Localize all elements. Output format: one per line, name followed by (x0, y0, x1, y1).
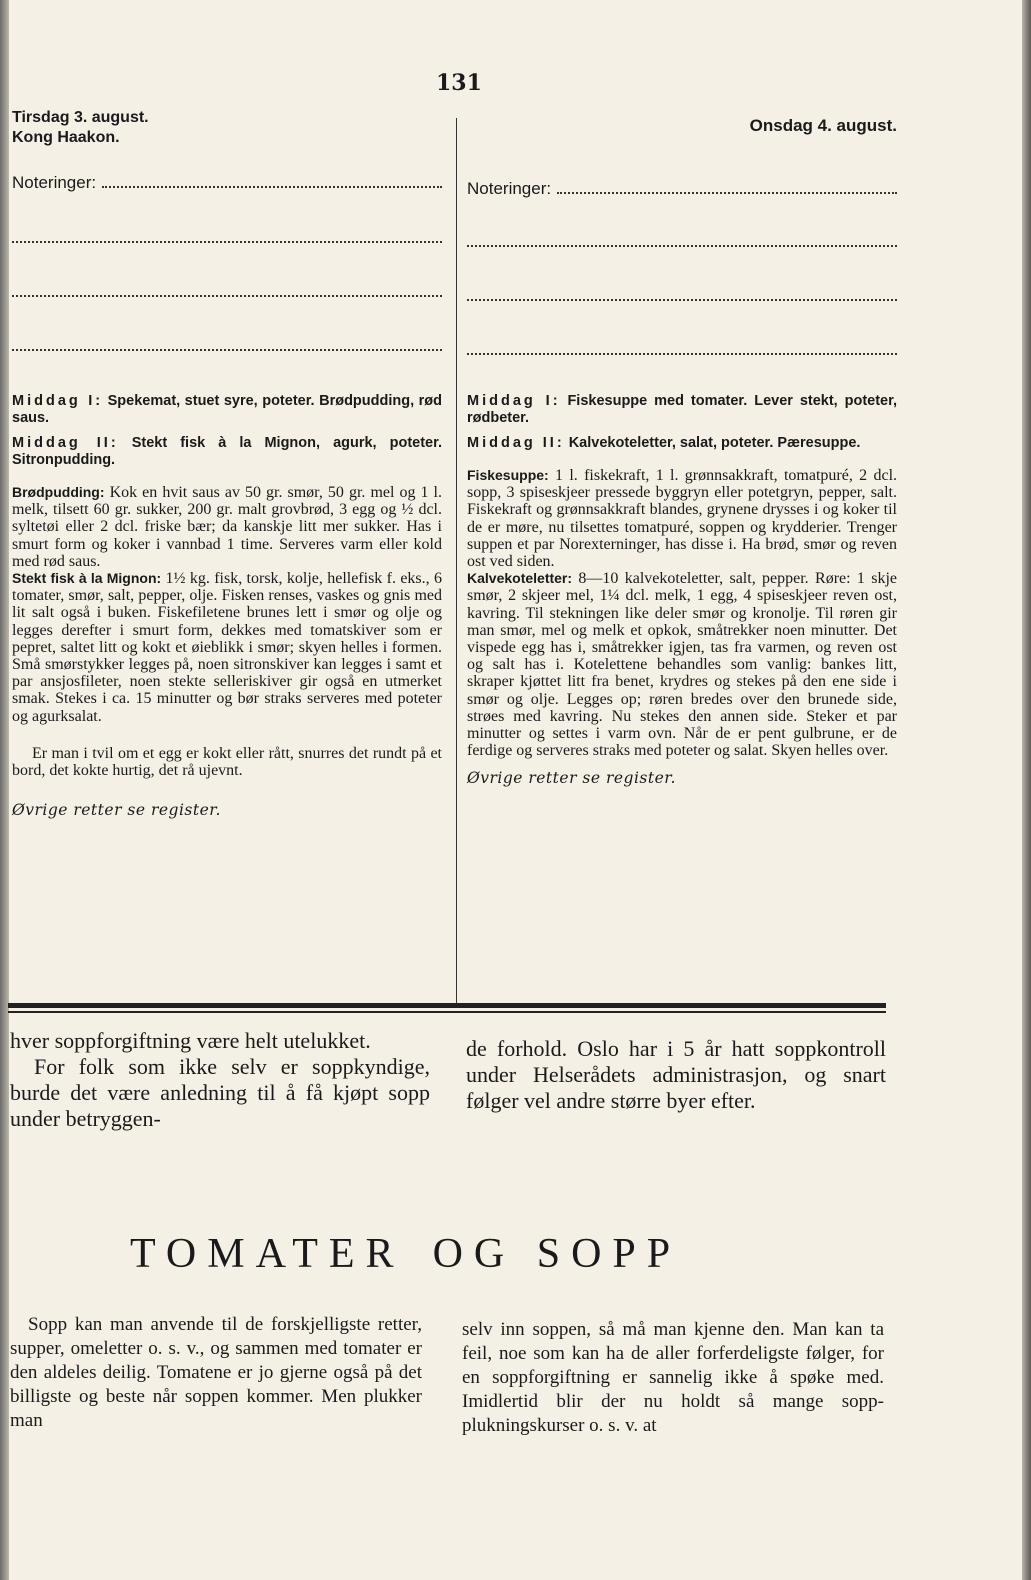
article-top-right (466, 1036, 886, 1114)
left-dinner-1 (12, 393, 442, 427)
article-top-left (10, 1028, 430, 1132)
right-footer-note: Øvrige retter se register. (467, 769, 676, 788)
right-recipe-2-lead: Kalvekoteletter: (467, 570, 573, 587)
right-notes-row (467, 179, 897, 199)
right-recipe-2 (467, 570, 897, 759)
left-recipe-1-text: Kok en hvit saus av 50 gr. smør, 50 gr. mel og 1 l. melk, tilsett 60 gr. sukker, 200 gr. malt grovbrød, 3 egg og ½ dcl. syltetøi eller 2 dcl. friske bær; da kanskje litt mer sukker. Has i smurt form og koker i vannbad 1 time. Serveres varm eller kold med rød saus. (12, 484, 443, 570)
left-recipe-2-lead: Stekt fisk à la Mignon: (12, 570, 162, 587)
left-recipe-2-text: 1½ kg. fisk, torsk, kolje, hellefisk f. eks., 6 tomater, smør, salt, pepper, olje. Fisken renses, vaskes og gnis med lit salt også i buken. Fiskefiletene brunes lett i smør og olje og legges derefter i smurt form, dekkes med tomatskiver som er pepret, saltet litt og kokt et øieblikk i smør; skyen helles i formen. Små smørstykker legges på, noen sitronskiver kan legges i samt et par ansjosfileter, noen stekte selleriskiver gir også en utmerket smak. Stekes i ca. 15 minutter og bør straks serveres med poteter og agurksalat. (12, 570, 442, 725)
left-notes-line-3[interactable] (12, 295, 442, 297)
article-bottom-right-text: selv inn soppen, så må man kjenne den. Man kan ta feil, noe som kan ha de aller forferdeligste følger, for en soppforgiftning er sannelig ikke å spøke med. Imidlertid blir der nu holdt så mange sopp-plukningskurser o. s. v. at (462, 1319, 884, 1436)
right-day-column (467, 116, 897, 787)
page-edge-left (0, 0, 9, 1580)
right-day-title: Onsdag 4. august. (749, 116, 897, 135)
section-rule-thick (8, 1003, 886, 1008)
article-top-left-p2: For folk som ikke selv er soppkyndige, burde det være anledning til å få kjøpt sopp under betryggen- (10, 1054, 430, 1131)
article-heading (130, 1230, 681, 1278)
page-edge-right (1022, 0, 1031, 1580)
article-top-right-p1: de forhold. Oslo har i 5 år hatt soppkontroll under Helserådets administrasjon, og snart følger vel andre større byer efter. (466, 1036, 886, 1113)
left-dinner-2-lead: Middag II: (12, 435, 119, 451)
left-recipe-2 (12, 570, 442, 725)
right-recipe-2-text: 8—10 kalvekoteletter, salt, pepper. Røre: 1 skje smør, 2 skjeer mel, 1¼ dcl. melk, 1 egg, 4 spiseskjeer reven ost, kavring. Til stekningen like deler smør og kronolje. Til røren gir man smør, mel og melk et opkok, småtrekker noen minutter. Det vispede egg has i, småtrekker igjen, tas fra varmen, og reven ost og salt has i. Kotelettene behandles som vanlig: bankes litt, skraper kjøttet litt fra benet, krydres og stekes på den ene side i smør og olje. Legges op; røren bredes over den brunede side, strøes med kavring. Nu stekes den annen side. Steker et par minutter og settes i varm ovn. Når de er pent gulbrune, er de ferdige og serveres straks med poteter og salat. Skyen helles over. (467, 570, 898, 760)
right-dinner-2 (467, 435, 897, 452)
left-day-title-line1: Tirsdag 3. august. (12, 109, 149, 126)
left-tip-text: Er man i tvil om et egg er kokt eller rått, snurres det rundt på et bord, det kokte hurtig, det rå ujevnt. (12, 744, 442, 780)
left-day-title (12, 108, 442, 148)
page-number: 131 (436, 70, 482, 96)
right-dinner-2-lead: Middag II: (467, 435, 565, 451)
left-day-title-line2: Kong Haakon. (12, 129, 120, 146)
left-dinner-1-text: Spekemat, stuet syre, poteter. Brødpudding, rød saus. (12, 393, 442, 426)
left-notes-label: Noteringer: (12, 173, 97, 192)
right-recipe-1-lead: Fiskesuppe: (467, 467, 549, 483)
right-notes-input-line[interactable] (557, 192, 897, 194)
left-dinner-2-text: Stekt fisk à la Mignon, agurk, poteter. Sitronpudding. (12, 435, 442, 468)
right-notes-label: Noteringer: (467, 179, 552, 198)
article-heading-word2: OG SOPP (432, 1231, 682, 1277)
column-divider (456, 118, 457, 1008)
right-recipe-1-text: 1 l. fiskekraft, 1 l. grønnsakkraft, tomatpuré, 2 dcl. sopp, 3 spiseskjeer pressede byggryn eller potetgryn, pepper, salt. Fiskekraft og grønnsakkraft blandes, grynene drysses i og koker til de er møre, nu tilsettes tomatpuré, soppen og krydderier. Trenger suppen et par Norexterninger, has disse i. Ha brød, smør og reven ost ved siden. (467, 467, 898, 571)
right-recipe-1 (467, 467, 897, 570)
article-bottom-right (462, 1318, 884, 1438)
left-footer-note: Øvrige retter se register. (12, 801, 221, 820)
section-rule-thin (8, 1011, 886, 1013)
left-dinner-1-lead: Middag I: (12, 393, 104, 409)
right-notes-line-4[interactable] (467, 353, 897, 355)
left-notes-input-line[interactable] (102, 186, 442, 188)
left-notes-block (12, 173, 442, 351)
article-bottom-left-text: Sopp kan man anvende til de forskjelligste retter, supper, omeletter o. s. v., og sammen med tomater er den aldeles deilig. Tomatene er jo gjerne også på det billigste og beste når soppen kommer. Men plukker man (10, 1314, 422, 1431)
article-bottom-left (10, 1313, 422, 1433)
right-notes-line-2[interactable] (467, 245, 897, 247)
article-top-left-p1: hver soppforgiftning være helt utelukket. (10, 1028, 371, 1053)
left-notes-line-2[interactable] (12, 241, 442, 243)
left-dinner-2 (12, 435, 442, 469)
left-recipe-1 (12, 484, 442, 570)
left-notes-row (12, 173, 442, 193)
right-dinner-1-text: Fiskesuppe med tomater. Lever stekt, poteter, rødbeter. (467, 393, 897, 426)
left-tip (12, 745, 442, 779)
left-notes-line-4[interactable] (12, 349, 442, 351)
right-notes-line-3[interactable] (467, 299, 897, 301)
left-recipe-1-lead: Brødpudding: (12, 484, 105, 500)
article-heading-word1: TOMATER (130, 1231, 405, 1277)
right-dinner-2-text: Kalvekoteletter, salat, poteter. Pæresuppe. (568, 435, 861, 451)
left-day-column (12, 108, 442, 819)
right-dinner-1-lead: Middag I: (467, 393, 561, 409)
right-notes-block (467, 179, 897, 355)
right-dinner-1 (467, 393, 897, 427)
